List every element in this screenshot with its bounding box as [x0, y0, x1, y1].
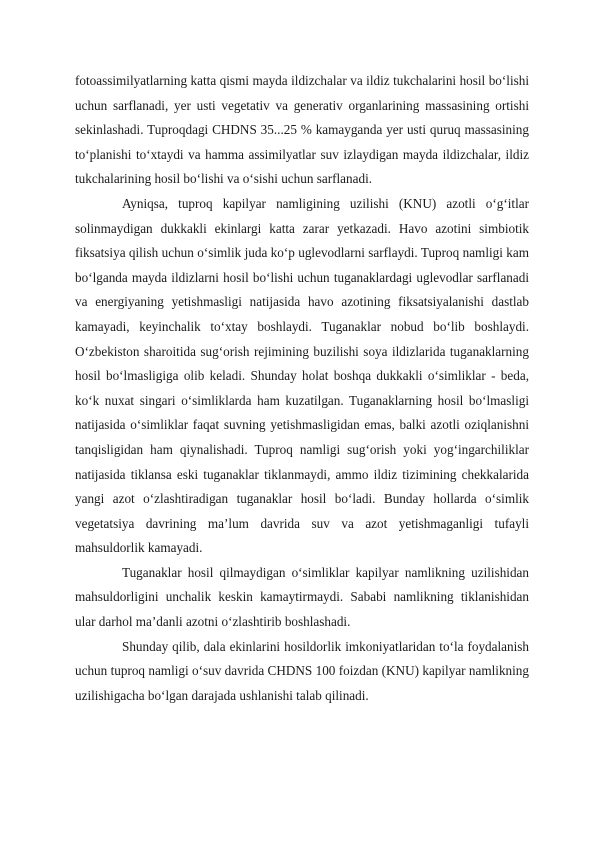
paragraph-2: Ayniqsa, tuproq kapilyar namligining uzilishi (KNU) azotli o‘g‘itlar solinmaydigan dukkakli ekinlargi katta zarar yetkazadi. Havo azotini simbiotik fiksatsiya qilish uchun o‘simlik juda ko‘p uglevodlarni sarflaydi. Tuproq namligi kam bo‘lganda mayda ildizlarni hosil bo‘lishi uchun tuganaklardagi uglevodlar sarflanadi va energiyaning yetishmasligi natijasida havo azotining fiksatsiyalanishi dastlab kamayadi, keyinchalik to‘xtay boshlaydi. Tuganaklar nobud bo‘lib boshlaydi. O‘zbekiston sharoitida sug‘orish rejimining buzilishi soya ildizlarida tuganaklarning hosil bo‘lmasligiga olib keladi. Shunday holat boshqa dukkakli o‘simliklar - beda, ko‘k nuxat singari o‘simliklarda ham kuzatilgan. Tuganaklarning hosil bo‘lmasligi natijasida o‘simliklar faqat suvning yetishmasligidan emas, balki azotli oziqlanishni tanqisligidan ham qiynalishadi. Tuproq namligi sug‘orish yoki yog‘ingarchiliklar natijasida tiklansa eski tuganaklar tiklanmaydi, ammo ildiz tizimining chekkalarida yangi azot o‘zlashtiradigan tuganaklar hosil bo‘ladi. Bunday hollarda o‘simlik vegetatsiya davrining ma’lum davrida suv va azot yetishmaganligi tufayli mahsuldorlik kamayadi.: [75, 195, 529, 556]
body-text: [75, 69, 529, 708]
paragraph-3: Tuganaklar hosil qilmaydigan o‘simliklar kapilyar namlikning uzilishidan mahsuldorligini unchalik keskin kamaytirmaydi. Sababi namlikning tiklanishidan ular darhol ma’danli azotni o‘zlashtirib boshlashadi.: [75, 564, 529, 630]
paragraph-4: Shunday qilib, dala ekinlarini hosildorlik imkoniyatlaridan to‘la foydalanish uchun tuproq namligi o‘suv davrida CHDNS 100 foizdan (KNU) kapilyar namlikning uzilishigacha bo‘lgan darajada ushlanishi talab qilinadi.: [75, 638, 529, 703]
paragraph-1: fotoassimilyatlarning katta qismi mayda ildizchalar va ildiz tukchalarini hosil bo‘lishi uchun sarflanadi, yer usti vegetativ va generativ organlarining massasining ortishi sekinlashadi. Tuproqdagi CHDNS 35...25 % kamayganda yer usti quruq massasining to‘planishi to‘xtaydi va hamma assimilyatlar suv izlaydigan mayda ildizchalar, ildiz tukchalarining hosil bo‘lishi va o‘sishi uchun sarflanadi.: [75, 73, 529, 187]
